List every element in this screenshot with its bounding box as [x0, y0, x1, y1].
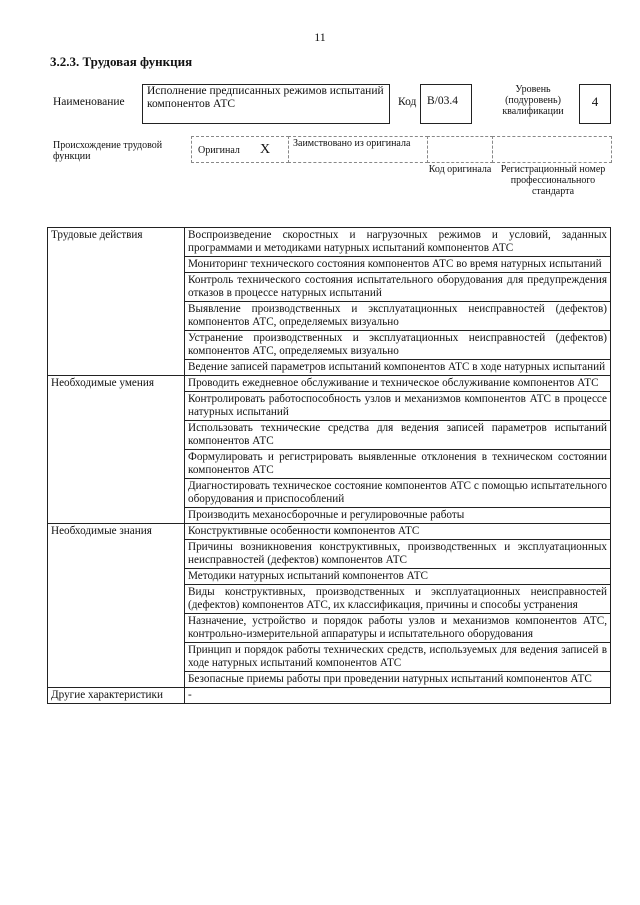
- action-item: Воспроизведение скоростных и нагрузочных режимов и условий, заданных программами и методиками натурных испытаний компонентов АТС: [185, 228, 611, 257]
- table-row: [48, 228, 611, 257]
- reg-caption: Регистрационный номер профессионального стандарта: [500, 164, 606, 197]
- action-item: Контроль технического состояния испытательного оборудования для предупреждения отказов в процессе натурных испытаний: [185, 273, 611, 302]
- knowledge-label: Необходимые знания: [48, 524, 185, 688]
- knowledge-item: Принцип и порядок работы технических средств, используемых для ведения записей в ходе натурных испытаний компонентов АТС: [185, 643, 611, 672]
- action-item: Устранение производственных и эксплуатационных неисправностей (дефектов) компонентов АТС, определяемых визуально: [185, 331, 611, 360]
- table-row: [48, 688, 611, 704]
- knowledge-item: Назначение, устройство и порядок работы узлов и механизмов компонентов АТС, контрольно-измерительной аппаратуры и испытательного оборудования: [185, 614, 611, 643]
- code-orig-caption: Код оригинала: [428, 164, 492, 175]
- section-title: 3.2.3. Трудовая функция: [50, 54, 193, 69]
- skill-item: Формулировать и регистрировать выявленные отклонения в техническом состоянии компонентов АТС: [185, 450, 611, 479]
- other-value: -: [185, 688, 611, 704]
- code-value-box: [420, 84, 472, 124]
- knowledge-item: Виды конструктивных, производственных и эксплуатационных неисправностей (дефектов) компонентов АТС, их классификация, причины и способы устранения: [185, 585, 611, 614]
- borrowed-box: [288, 136, 428, 163]
- knowledge-item: Методики натурных испытаний компонентов АТС: [185, 569, 611, 585]
- name-value-box: [142, 84, 390, 124]
- skill-item: Проводить ежедневное обслуживание и техническое обслуживание компонентов АТС: [185, 376, 611, 392]
- skill-item: Использовать технические средства для ведения записей параметров испытаний компонентов АТС: [185, 421, 611, 450]
- origin-label: Происхождение трудовой функции: [53, 140, 163, 162]
- original-label: Оригинал: [198, 145, 240, 156]
- action-item: Ведение записей параметров испытаний компонентов АТС в ходе натурных испытаний: [185, 360, 611, 376]
- name-label: Наименование: [53, 96, 125, 108]
- level-value-box: [579, 84, 611, 124]
- action-item: Мониторинг технического состояния компонентов АТС во время натурных испытаний: [185, 257, 611, 273]
- skill-item: Контролировать работоспособность узлов и механизмов компонентов АТС в процессе натурных испытаний: [185, 392, 611, 421]
- skills-label: Необходимые умения: [48, 376, 185, 524]
- original-box: [191, 136, 289, 163]
- actions-label: Трудовые действия: [48, 228, 185, 376]
- action-item: Выявление производственных и эксплуатационных неисправностей (дефектов) компонентов АТС, определяемых визуально: [185, 302, 611, 331]
- table-row: [48, 376, 611, 392]
- function-table: [47, 227, 611, 704]
- knowledge-item: Причины возникновения конструктивных, производственных и эксплуатационных неисправностей (дефектов) компонентов АТС: [185, 540, 611, 569]
- code-orig-box: [427, 136, 493, 163]
- knowledge-item: Конструктивные особенности компонентов АТС: [185, 524, 611, 540]
- code-label: Код: [398, 96, 417, 108]
- other-label: Другие характеристики: [48, 688, 185, 704]
- knowledge-item: Безопасные приемы работы при проведении натурных испытаний компонентов АТС: [185, 672, 611, 688]
- original-mark: X: [260, 142, 271, 157]
- level-value: 4: [591, 94, 599, 109]
- page-number: 11: [314, 30, 326, 44]
- code-value: B/03.4: [427, 95, 458, 107]
- skill-item: Диагностировать техническое состояние компонентов АТС с помощью испытательного оборудования и приспособлений: [185, 479, 611, 508]
- skill-item: Производить механосборочные и регулировочные работы: [185, 508, 611, 524]
- name-value: Исполнение предписанных режимов испытаний компонентов АТС: [147, 85, 384, 110]
- level-label: Уровень (подуровень) квалификации: [502, 84, 564, 117]
- table-row: [48, 524, 611, 540]
- reg-number-box: [492, 136, 612, 163]
- borrowed-label: Заимствовано из оригинала: [293, 138, 411, 149]
